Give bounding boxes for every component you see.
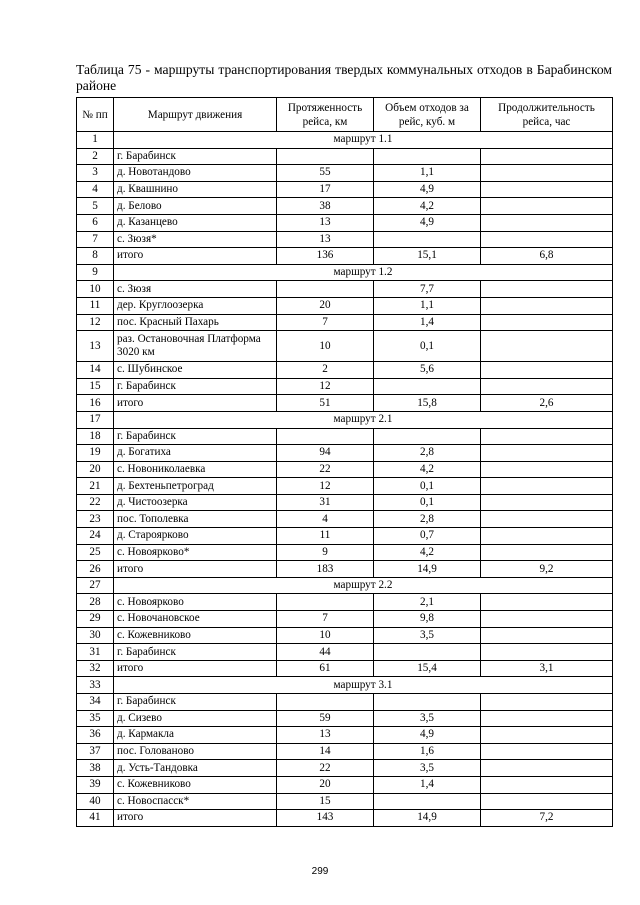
waste-volume: 4,2 bbox=[374, 544, 481, 561]
row-number: 17 bbox=[77, 411, 114, 428]
table-row bbox=[77, 694, 613, 711]
row-number: 28 bbox=[77, 594, 114, 611]
waste-volume: 1,1 bbox=[374, 165, 481, 182]
row-number: 27 bbox=[77, 577, 114, 594]
trip-duration bbox=[481, 511, 613, 528]
table-header-row bbox=[77, 98, 613, 132]
row-number: 13 bbox=[77, 331, 114, 362]
route-point-name: с. Новониколаевка bbox=[114, 461, 277, 478]
route-point-name: итого bbox=[114, 395, 277, 412]
trip-length: 59 bbox=[277, 710, 374, 727]
route-point-name: г. Барабинск bbox=[114, 644, 277, 661]
waste-volume bbox=[374, 694, 481, 711]
trip-length: 183 bbox=[277, 561, 374, 578]
waste-volume: 0,7 bbox=[374, 528, 481, 545]
route-point-name: с. Зюзя bbox=[114, 281, 277, 298]
route-point-name: д. Белово bbox=[114, 198, 277, 215]
column-header-volume: Объем отходов за рейс, куб. м bbox=[374, 98, 481, 132]
route-point-name: д. Квашнино bbox=[114, 181, 277, 198]
row-number: 26 bbox=[77, 561, 114, 578]
trip-length bbox=[277, 281, 374, 298]
trip-length: 13 bbox=[277, 214, 374, 231]
trip-length: 13 bbox=[277, 231, 374, 248]
trip-length: 94 bbox=[277, 445, 374, 462]
table-row bbox=[77, 760, 613, 777]
route-point-name: с. Кожевниково bbox=[114, 627, 277, 644]
trip-length: 14 bbox=[277, 743, 374, 760]
table-row bbox=[77, 198, 613, 215]
page-number: 299 bbox=[311, 866, 329, 877]
row-number: 33 bbox=[77, 677, 114, 694]
table-row bbox=[77, 165, 613, 182]
route-point-name: с. Новоярково bbox=[114, 594, 277, 611]
row-number: 7 bbox=[77, 231, 114, 248]
route-point-name: д. Чистоозерка bbox=[114, 494, 277, 511]
column-header-number: № пп bbox=[77, 98, 114, 132]
trip-length bbox=[277, 428, 374, 445]
trip-duration: 2,6 bbox=[481, 395, 613, 412]
row-number: 21 bbox=[77, 478, 114, 495]
trip-duration bbox=[481, 644, 613, 661]
route-header-row bbox=[77, 411, 613, 428]
table-row bbox=[77, 627, 613, 644]
row-number: 25 bbox=[77, 544, 114, 561]
total-row bbox=[77, 660, 613, 677]
routes-table bbox=[76, 97, 613, 827]
table-row bbox=[77, 743, 613, 760]
trip-duration: 6,8 bbox=[481, 248, 613, 265]
row-number: 1 bbox=[77, 132, 114, 149]
trip-duration bbox=[481, 494, 613, 511]
trip-duration bbox=[481, 743, 613, 760]
waste-volume: 2,1 bbox=[374, 594, 481, 611]
waste-volume: 1,1 bbox=[374, 297, 481, 314]
row-number: 10 bbox=[77, 281, 114, 298]
table-row bbox=[77, 314, 613, 331]
table-row bbox=[77, 727, 613, 744]
route-header-row bbox=[77, 577, 613, 594]
waste-volume: 1,4 bbox=[374, 314, 481, 331]
waste-volume: 1,6 bbox=[374, 743, 481, 760]
route-point-name: с. Новоярково* bbox=[114, 544, 277, 561]
trip-duration bbox=[481, 314, 613, 331]
waste-volume: 4,9 bbox=[374, 181, 481, 198]
trip-length: 17 bbox=[277, 181, 374, 198]
row-number: 32 bbox=[77, 660, 114, 677]
table-row bbox=[77, 297, 613, 314]
trip-length: 38 bbox=[277, 198, 374, 215]
trip-duration bbox=[481, 776, 613, 793]
route-header: маршрут 1.1 bbox=[114, 132, 613, 149]
route-point-name: д. Казанцево bbox=[114, 214, 277, 231]
row-number: 6 bbox=[77, 214, 114, 231]
trip-duration: 3,1 bbox=[481, 660, 613, 677]
trip-length bbox=[277, 148, 374, 165]
row-number: 24 bbox=[77, 528, 114, 545]
trip-duration bbox=[481, 378, 613, 395]
trip-length: 22 bbox=[277, 461, 374, 478]
route-header: маршрут 1.2 bbox=[114, 264, 613, 281]
trip-duration bbox=[481, 165, 613, 182]
trip-length: 31 bbox=[277, 494, 374, 511]
trip-duration bbox=[481, 710, 613, 727]
trip-length: 10 bbox=[277, 627, 374, 644]
trip-length bbox=[277, 594, 374, 611]
waste-volume: 9,8 bbox=[374, 611, 481, 628]
row-number: 3 bbox=[77, 165, 114, 182]
waste-volume: 3,5 bbox=[374, 627, 481, 644]
row-number: 12 bbox=[77, 314, 114, 331]
route-header: маршрут 3.1 bbox=[114, 677, 613, 694]
trip-length: 7 bbox=[277, 611, 374, 628]
trip-length: 51 bbox=[277, 395, 374, 412]
route-point-name: пос. Красный Пахарь bbox=[114, 314, 277, 331]
route-point-name: д. Бехтеньпетроград bbox=[114, 478, 277, 495]
row-number: 16 bbox=[77, 395, 114, 412]
row-number: 11 bbox=[77, 297, 114, 314]
trip-duration bbox=[481, 611, 613, 628]
trip-length: 4 bbox=[277, 511, 374, 528]
table-caption: Таблица 75 - маршруты транспортирования твердых коммунальных отходов в Барабинском районе bbox=[76, 62, 612, 93]
trip-length: 44 bbox=[277, 644, 374, 661]
trip-duration bbox=[481, 694, 613, 711]
row-number: 37 bbox=[77, 743, 114, 760]
trip-duration bbox=[481, 331, 613, 362]
trip-length: 20 bbox=[277, 297, 374, 314]
route-point-name: с. Кожевниково bbox=[114, 776, 277, 793]
route-point-name: д. Сизево bbox=[114, 710, 277, 727]
trip-duration bbox=[481, 594, 613, 611]
trip-duration bbox=[481, 428, 613, 445]
row-number: 9 bbox=[77, 264, 114, 281]
row-number: 35 bbox=[77, 710, 114, 727]
waste-volume: 3,5 bbox=[374, 760, 481, 777]
trip-length: 55 bbox=[277, 165, 374, 182]
trip-length bbox=[277, 694, 374, 711]
total-row bbox=[77, 810, 613, 827]
row-number: 20 bbox=[77, 461, 114, 478]
table-row bbox=[77, 148, 613, 165]
row-number: 31 bbox=[77, 644, 114, 661]
route-point-name: дер. Круглоозерка bbox=[114, 297, 277, 314]
route-header: маршрут 2.2 bbox=[114, 577, 613, 594]
table-row bbox=[77, 528, 613, 545]
route-point-name: итого bbox=[114, 248, 277, 265]
route-point-name: с. Шубинское bbox=[114, 362, 277, 379]
waste-volume: 4,9 bbox=[374, 727, 481, 744]
trip-duration bbox=[481, 528, 613, 545]
table-row bbox=[77, 776, 613, 793]
trip-length: 20 bbox=[277, 776, 374, 793]
route-point-name: д. Усть-Тандовка bbox=[114, 760, 277, 777]
trip-duration bbox=[481, 281, 613, 298]
trip-length: 9 bbox=[277, 544, 374, 561]
row-number: 14 bbox=[77, 362, 114, 379]
trip-length: 136 bbox=[277, 248, 374, 265]
route-point-name: раз. Остановочная Платформа 3020 км bbox=[114, 331, 277, 362]
waste-volume: 14,9 bbox=[374, 810, 481, 827]
trip-duration bbox=[481, 478, 613, 495]
route-point-name: г. Барабинск bbox=[114, 428, 277, 445]
trip-duration bbox=[481, 297, 613, 314]
route-header: маршрут 2.1 bbox=[114, 411, 613, 428]
trip-length: 143 bbox=[277, 810, 374, 827]
trip-length: 2 bbox=[277, 362, 374, 379]
trip-duration bbox=[481, 793, 613, 810]
waste-volume bbox=[374, 793, 481, 810]
trip-duration bbox=[481, 198, 613, 215]
table-row bbox=[77, 281, 613, 298]
trip-length: 15 bbox=[277, 793, 374, 810]
route-point-name: д. Староярково bbox=[114, 528, 277, 545]
waste-volume bbox=[374, 148, 481, 165]
table-row bbox=[77, 544, 613, 561]
route-point-name: с. Зюзя* bbox=[114, 231, 277, 248]
table-row bbox=[77, 793, 613, 810]
route-point-name: г. Барабинск bbox=[114, 694, 277, 711]
table-row bbox=[77, 428, 613, 445]
trip-duration bbox=[481, 727, 613, 744]
trip-duration bbox=[481, 362, 613, 379]
waste-volume: 0,1 bbox=[374, 331, 481, 362]
row-number: 36 bbox=[77, 727, 114, 744]
table-row bbox=[77, 214, 613, 231]
trip-length: 7 bbox=[277, 314, 374, 331]
table-row bbox=[77, 710, 613, 727]
route-point-name: итого bbox=[114, 810, 277, 827]
table-row bbox=[77, 181, 613, 198]
row-number: 19 bbox=[77, 445, 114, 462]
table-row bbox=[77, 378, 613, 395]
total-row bbox=[77, 561, 613, 578]
route-point-name: итого bbox=[114, 660, 277, 677]
row-number: 22 bbox=[77, 494, 114, 511]
trip-length: 13 bbox=[277, 727, 374, 744]
table-row bbox=[77, 231, 613, 248]
row-number: 23 bbox=[77, 511, 114, 528]
row-number: 34 bbox=[77, 694, 114, 711]
table-row bbox=[77, 494, 613, 511]
table-row bbox=[77, 478, 613, 495]
waste-volume: 15,8 bbox=[374, 395, 481, 412]
table-row bbox=[77, 461, 613, 478]
table-row bbox=[77, 611, 613, 628]
waste-volume: 0,1 bbox=[374, 494, 481, 511]
route-point-name: с. Новоспасск* bbox=[114, 793, 277, 810]
trip-duration bbox=[481, 214, 613, 231]
route-header-row bbox=[77, 132, 613, 149]
waste-volume bbox=[374, 231, 481, 248]
table-row bbox=[77, 511, 613, 528]
waste-volume: 1,4 bbox=[374, 776, 481, 793]
trip-duration bbox=[481, 627, 613, 644]
route-point-name: итого bbox=[114, 561, 277, 578]
waste-volume: 14,9 bbox=[374, 561, 481, 578]
row-number: 18 bbox=[77, 428, 114, 445]
trip-duration bbox=[481, 445, 613, 462]
table-row bbox=[77, 594, 613, 611]
trip-length: 12 bbox=[277, 378, 374, 395]
column-header-length: Протяженность рейса, км bbox=[277, 98, 374, 132]
total-row bbox=[77, 248, 613, 265]
waste-volume: 4,9 bbox=[374, 214, 481, 231]
table-row bbox=[77, 445, 613, 462]
route-point-name: г. Барабинск bbox=[114, 148, 277, 165]
row-number: 38 bbox=[77, 760, 114, 777]
waste-volume: 15,1 bbox=[374, 248, 481, 265]
row-number: 40 bbox=[77, 793, 114, 810]
route-point-name: д. Богатиха bbox=[114, 445, 277, 462]
row-number: 29 bbox=[77, 611, 114, 628]
waste-volume: 5,6 bbox=[374, 362, 481, 379]
row-number: 2 bbox=[77, 148, 114, 165]
waste-volume: 0,1 bbox=[374, 478, 481, 495]
trip-duration bbox=[481, 148, 613, 165]
waste-volume: 7,7 bbox=[374, 281, 481, 298]
trip-duration bbox=[481, 181, 613, 198]
row-number: 4 bbox=[77, 181, 114, 198]
waste-volume bbox=[374, 428, 481, 445]
column-header-duration: Продолжительность рейса, час bbox=[481, 98, 613, 132]
total-row bbox=[77, 395, 613, 412]
row-number: 5 bbox=[77, 198, 114, 215]
table-row bbox=[77, 362, 613, 379]
trip-duration: 9,2 bbox=[481, 561, 613, 578]
column-header-route: Маршрут движения bbox=[114, 98, 277, 132]
route-point-name: пос. Тополевка bbox=[114, 511, 277, 528]
route-header-row bbox=[77, 264, 613, 281]
trip-duration bbox=[481, 461, 613, 478]
route-point-name: г. Барабинск bbox=[114, 378, 277, 395]
trip-length: 10 bbox=[277, 331, 374, 362]
row-number: 8 bbox=[77, 248, 114, 265]
trip-duration bbox=[481, 544, 613, 561]
route-point-name: с. Новочановское bbox=[114, 611, 277, 628]
waste-volume: 4,2 bbox=[374, 198, 481, 215]
waste-volume: 15,4 bbox=[374, 660, 481, 677]
route-header-row bbox=[77, 677, 613, 694]
route-point-name: пос. Голованово bbox=[114, 743, 277, 760]
row-number: 30 bbox=[77, 627, 114, 644]
waste-volume bbox=[374, 644, 481, 661]
row-number: 15 bbox=[77, 378, 114, 395]
table-row bbox=[77, 331, 613, 362]
route-point-name: д. Кармакла bbox=[114, 727, 277, 744]
table-row bbox=[77, 644, 613, 661]
trip-length: 11 bbox=[277, 528, 374, 545]
trip-length: 61 bbox=[277, 660, 374, 677]
waste-volume: 2,8 bbox=[374, 445, 481, 462]
waste-volume: 4,2 bbox=[374, 461, 481, 478]
trip-length: 22 bbox=[277, 760, 374, 777]
row-number: 41 bbox=[77, 810, 114, 827]
route-point-name: д. Новотандово bbox=[114, 165, 277, 182]
trip-length: 12 bbox=[277, 478, 374, 495]
waste-volume bbox=[374, 378, 481, 395]
waste-volume: 2,8 bbox=[374, 511, 481, 528]
row-number: 39 bbox=[77, 776, 114, 793]
waste-volume: 3,5 bbox=[374, 710, 481, 727]
table-body bbox=[77, 132, 613, 827]
trip-duration bbox=[481, 231, 613, 248]
trip-duration: 7,2 bbox=[481, 810, 613, 827]
trip-duration bbox=[481, 760, 613, 777]
